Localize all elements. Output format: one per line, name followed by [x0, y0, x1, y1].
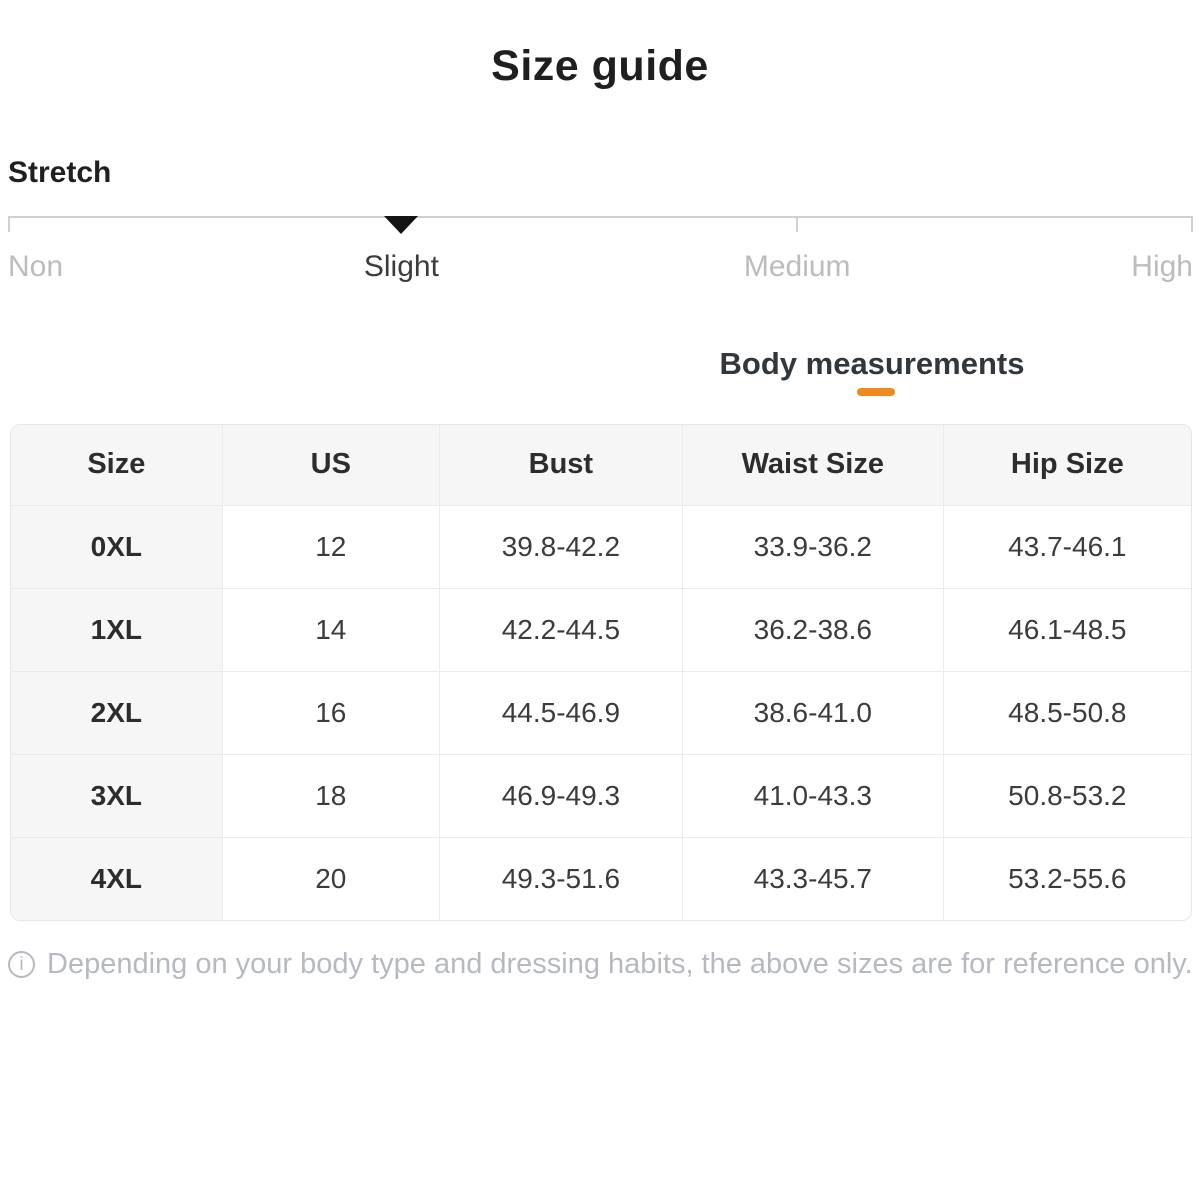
size-table — [10, 424, 1192, 921]
tab-body-measurements[interactable]: Body measurements — [719, 346, 1025, 381]
cell-hip: 43.7-46.1 — [943, 505, 1191, 588]
cell-us: 12 — [222, 505, 439, 588]
column-header-hip: Hip Size — [943, 425, 1191, 505]
cell-size: 1XL — [11, 588, 222, 671]
column-header-waist: Waist Size — [682, 425, 943, 505]
cell-waist: 36.2-38.6 — [682, 588, 943, 671]
cell-size: 0XL — [11, 505, 222, 588]
reference-note-text: Depending on your body type and dressing habits, the above sizes are for reference only. — [47, 948, 1193, 980]
cell-bust: 42.2-44.5 — [439, 588, 682, 671]
cell-hip: 50.8-53.2 — [943, 754, 1191, 837]
cell-bust: 39.8-42.2 — [439, 505, 682, 588]
scale-tick — [796, 218, 798, 232]
cell-us: 16 — [222, 671, 439, 754]
stretch-indicator-triangle-icon — [384, 216, 418, 234]
reference-note — [8, 948, 1194, 981]
cell-us: 20 — [222, 837, 439, 920]
scale-tick — [8, 218, 10, 232]
stretch-option-high: High — [1131, 250, 1193, 283]
table-row — [11, 837, 1191, 920]
column-header-bust: Bust — [439, 425, 682, 505]
table-row — [11, 588, 1191, 671]
cell-us: 14 — [222, 588, 439, 671]
cell-waist: 38.6-41.0 — [682, 671, 943, 754]
scale-tick — [1191, 218, 1193, 232]
table-row — [11, 754, 1191, 837]
cell-waist: 41.0-43.3 — [682, 754, 943, 837]
table-row — [11, 671, 1191, 754]
cell-hip: 48.5-50.8 — [943, 671, 1191, 754]
cell-hip: 53.2-55.6 — [943, 837, 1191, 920]
stretch-label: Stretch — [8, 156, 112, 189]
column-header-size: Size — [11, 425, 222, 505]
stretch-options — [8, 250, 1193, 288]
cell-size: 4XL — [11, 837, 222, 920]
stretch-option-non: Non — [8, 250, 64, 283]
column-header-us: US — [222, 425, 439, 505]
stretch-scale — [8, 216, 1193, 234]
cell-us: 18 — [222, 754, 439, 837]
cell-waist: 43.3-45.7 — [682, 837, 943, 920]
cell-bust: 49.3-51.6 — [439, 837, 682, 920]
table-header-row — [11, 425, 1191, 505]
cell-size: 3XL — [11, 754, 222, 837]
stretch-option-slight: Slight — [363, 250, 439, 283]
cell-bust: 46.9-49.3 — [439, 754, 682, 837]
info-icon: i — [8, 951, 35, 978]
cell-hip: 46.1-48.5 — [943, 588, 1191, 671]
page-title: Size guide — [491, 42, 709, 90]
stretch-option-medium: Medium — [743, 250, 851, 283]
cell-size: 2XL — [11, 671, 222, 754]
cell-waist: 33.9-36.2 — [682, 505, 943, 588]
cell-bust: 44.5-46.9 — [439, 671, 682, 754]
stretch-scale-line — [8, 216, 1193, 218]
active-tab-underline — [857, 388, 895, 396]
table-row — [11, 505, 1191, 588]
